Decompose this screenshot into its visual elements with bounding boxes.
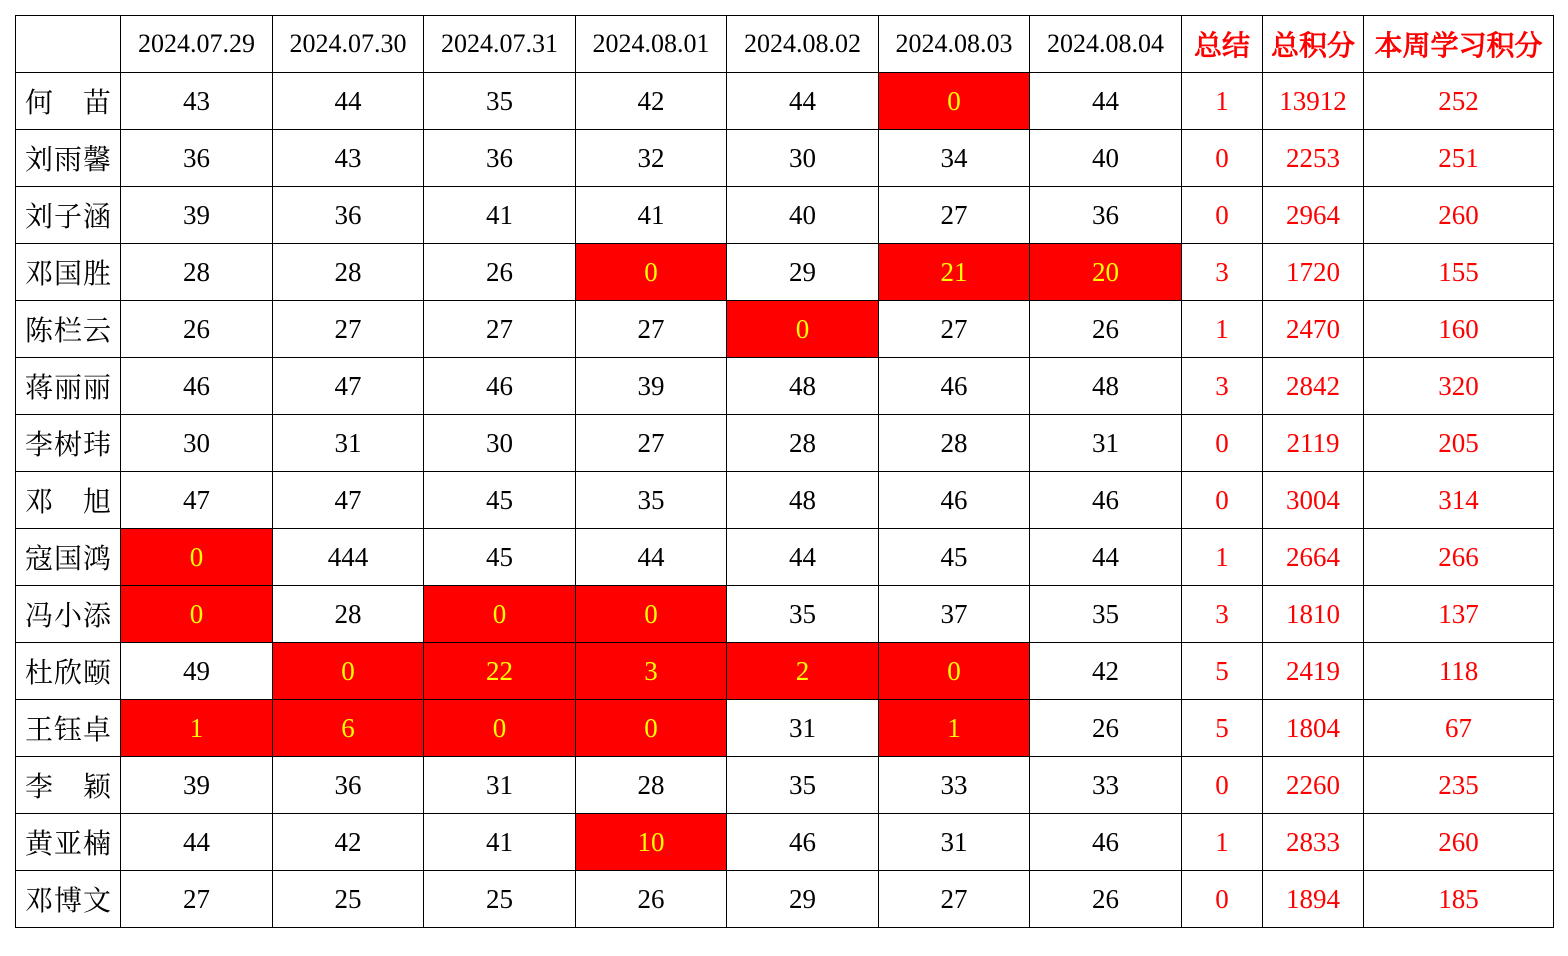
date-header[interactable]: 2024.08.01	[576, 16, 727, 73]
student-name[interactable]: 何苗	[16, 73, 121, 130]
score-cell[interactable]: 35	[727, 586, 879, 643]
total-points-cell[interactable]: 2119	[1263, 415, 1364, 472]
student-name[interactable]: 蒋丽丽	[16, 358, 121, 415]
student-name[interactable]: 邓国胜	[16, 244, 121, 301]
summary-header[interactable]: 本周学习积分	[1364, 16, 1554, 73]
score-cell[interactable]: 10	[576, 814, 727, 871]
score-cell[interactable]: 28	[576, 757, 727, 814]
week-points-cell[interactable]: 118	[1364, 643, 1554, 700]
score-cell[interactable]: 33	[879, 757, 1030, 814]
table-row	[16, 757, 1554, 814]
score-cell[interactable]: 0	[273, 643, 424, 700]
week-points-cell[interactable]: 205	[1364, 415, 1554, 472]
date-header[interactable]: 2024.08.04	[1030, 16, 1182, 73]
score-cell[interactable]: 444	[273, 529, 424, 586]
score-cell[interactable]: 42	[1030, 643, 1182, 700]
score-cell[interactable]: 35	[576, 472, 727, 529]
week-points-cell[interactable]: 235	[1364, 757, 1554, 814]
score-cell[interactable]: 48	[727, 472, 879, 529]
score-cell[interactable]: 31	[424, 757, 576, 814]
score-cell[interactable]: 22	[424, 643, 576, 700]
score-cell[interactable]: 25	[424, 871, 576, 928]
student-name[interactable]: 邓博文	[16, 871, 121, 928]
score-cell[interactable]: 40	[727, 187, 879, 244]
score-cell[interactable]: 0	[121, 586, 273, 643]
score-cell[interactable]: 41	[576, 187, 727, 244]
student-name[interactable]: 王钰卓	[16, 700, 121, 757]
score-cell[interactable]: 30	[424, 415, 576, 472]
score-cell[interactable]: 20	[1030, 244, 1182, 301]
table-row	[16, 529, 1554, 586]
student-name[interactable]: 邓旭	[16, 472, 121, 529]
score-cell[interactable]: 26	[424, 244, 576, 301]
summary-cell[interactable]: 0	[1182, 871, 1263, 928]
student-name[interactable]: 刘子涵	[16, 187, 121, 244]
summary-header[interactable]: 总结	[1182, 16, 1263, 73]
score-cell[interactable]: 28	[879, 415, 1030, 472]
total-points-cell[interactable]: 2664	[1263, 529, 1364, 586]
score-cell[interactable]: 28	[273, 244, 424, 301]
score-cell[interactable]: 44	[273, 73, 424, 130]
week-points-cell[interactable]: 185	[1364, 871, 1554, 928]
score-cell[interactable]: 39	[121, 187, 273, 244]
score-cell[interactable]: 44	[121, 814, 273, 871]
table-row	[16, 415, 1554, 472]
score-cell[interactable]: 36	[1030, 187, 1182, 244]
total-points-cell[interactable]: 2833	[1263, 814, 1364, 871]
score-cell[interactable]: 28	[273, 586, 424, 643]
table-row	[16, 73, 1554, 130]
summary-cell[interactable]: 5	[1182, 700, 1263, 757]
total-points-cell[interactable]: 2419	[1263, 643, 1364, 700]
score-cell[interactable]: 46	[727, 814, 879, 871]
table-row	[16, 358, 1554, 415]
summary-cell[interactable]: 0	[1182, 187, 1263, 244]
score-cell[interactable]: 21	[879, 244, 1030, 301]
score-cell[interactable]: 46	[121, 358, 273, 415]
score-cell[interactable]: 0	[879, 73, 1030, 130]
student-name[interactable]: 冯小添	[16, 586, 121, 643]
score-cell[interactable]: 40	[1030, 130, 1182, 187]
score-cell[interactable]: 30	[727, 130, 879, 187]
date-header[interactable]: 2024.07.31	[424, 16, 576, 73]
score-cell[interactable]: 32	[576, 130, 727, 187]
score-cell[interactable]: 26	[121, 301, 273, 358]
table-row	[16, 130, 1554, 187]
score-cell[interactable]: 0	[879, 643, 1030, 700]
date-header[interactable]: 2024.08.02	[727, 16, 879, 73]
summary-cell[interactable]: 0	[1182, 130, 1263, 187]
summary-cell[interactable]: 0	[1182, 757, 1263, 814]
summary-cell[interactable]: 1	[1182, 301, 1263, 358]
score-cell[interactable]: 31	[879, 814, 1030, 871]
student-name[interactable]: 李颖	[16, 757, 121, 814]
score-cell[interactable]: 41	[424, 187, 576, 244]
score-cell[interactable]: 2	[727, 643, 879, 700]
score-cell[interactable]: 44	[576, 529, 727, 586]
score-cell[interactable]: 46	[1030, 472, 1182, 529]
total-points-cell[interactable]: 1720	[1263, 244, 1364, 301]
score-cell[interactable]: 29	[727, 244, 879, 301]
score-cell[interactable]: 0	[424, 700, 576, 757]
score-cell[interactable]: 36	[273, 187, 424, 244]
score-cell[interactable]: 27	[576, 415, 727, 472]
table-row	[16, 643, 1554, 700]
summary-cell[interactable]: 1	[1182, 529, 1263, 586]
total-points-cell[interactable]: 2253	[1263, 130, 1364, 187]
week-points-cell[interactable]: 160	[1364, 301, 1554, 358]
date-header[interactable]: 2024.08.03	[879, 16, 1030, 73]
summary-cell[interactable]: 0	[1182, 415, 1263, 472]
summary-cell[interactable]: 0	[1182, 472, 1263, 529]
week-points-cell[interactable]: 314	[1364, 472, 1554, 529]
score-cell[interactable]: 27	[273, 301, 424, 358]
score-cell[interactable]: 0	[727, 301, 879, 358]
header-row	[16, 16, 1554, 73]
score-cell[interactable]: 45	[424, 529, 576, 586]
score-cell[interactable]: 0	[121, 529, 273, 586]
score-cell[interactable]: 26	[1030, 301, 1182, 358]
student-name[interactable]: 陈栏云	[16, 301, 121, 358]
total-points-cell[interactable]: 2964	[1263, 187, 1364, 244]
corner-cell[interactable]	[16, 16, 121, 73]
total-points-cell[interactable]: 3004	[1263, 472, 1364, 529]
score-cell[interactable]: 48	[727, 358, 879, 415]
score-cell[interactable]: 34	[879, 130, 1030, 187]
score-cell[interactable]: 35	[727, 757, 879, 814]
score-cell[interactable]: 33	[1030, 757, 1182, 814]
score-cell[interactable]: 42	[273, 814, 424, 871]
table-row	[16, 814, 1554, 871]
score-cell[interactable]: 45	[424, 472, 576, 529]
score-cell[interactable]: 27	[879, 871, 1030, 928]
score-cell[interactable]: 48	[1030, 358, 1182, 415]
summary-cell[interactable]: 3	[1182, 244, 1263, 301]
summary-cell[interactable]: 3	[1182, 586, 1263, 643]
score-cell[interactable]: 47	[273, 472, 424, 529]
week-points-cell[interactable]: 320	[1364, 358, 1554, 415]
student-name[interactable]: 杜欣颐	[16, 643, 121, 700]
score-cell[interactable]: 26	[1030, 700, 1182, 757]
score-cell[interactable]: 0	[424, 586, 576, 643]
score-cell[interactable]: 44	[727, 529, 879, 586]
score-cell[interactable]: 26	[1030, 871, 1182, 928]
summary-header[interactable]: 总积分	[1263, 16, 1364, 73]
score-cell[interactable]: 31	[1030, 415, 1182, 472]
score-cell[interactable]: 47	[121, 472, 273, 529]
score-cell[interactable]: 44	[1030, 529, 1182, 586]
score-cell[interactable]: 44	[1030, 73, 1182, 130]
score-cell[interactable]: 28	[727, 415, 879, 472]
week-points-cell[interactable]: 67	[1364, 700, 1554, 757]
score-cell[interactable]: 43	[273, 130, 424, 187]
score-cell[interactable]: 42	[576, 73, 727, 130]
score-cell[interactable]: 27	[879, 301, 1030, 358]
score-cell[interactable]: 35	[424, 73, 576, 130]
score-cell[interactable]: 27	[121, 871, 273, 928]
score-cell[interactable]: 31	[727, 700, 879, 757]
student-name[interactable]: 黄亚楠	[16, 814, 121, 871]
score-cell[interactable]: 39	[576, 358, 727, 415]
score-cell[interactable]: 27	[424, 301, 576, 358]
week-points-cell[interactable]: 137	[1364, 586, 1554, 643]
score-cell[interactable]: 1	[121, 700, 273, 757]
score-cell[interactable]: 41	[424, 814, 576, 871]
score-cell[interactable]: 36	[121, 130, 273, 187]
total-points-cell[interactable]: 1894	[1263, 871, 1364, 928]
score-cell[interactable]: 25	[273, 871, 424, 928]
score-cell[interactable]: 49	[121, 643, 273, 700]
total-points-cell[interactable]: 2842	[1263, 358, 1364, 415]
score-cell[interactable]: 27	[576, 301, 727, 358]
total-points-cell[interactable]: 2260	[1263, 757, 1364, 814]
score-cell[interactable]: 35	[1030, 586, 1182, 643]
table-row	[16, 187, 1554, 244]
score-cell[interactable]: 29	[727, 871, 879, 928]
table-row	[16, 472, 1554, 529]
score-cell[interactable]: 39	[121, 757, 273, 814]
score-cell[interactable]: 46	[1030, 814, 1182, 871]
student-name[interactable]: 李树玮	[16, 415, 121, 472]
total-points-cell[interactable]: 1810	[1263, 586, 1364, 643]
spreadsheet	[15, 15, 1554, 928]
week-points-cell[interactable]: 266	[1364, 529, 1554, 586]
score-cell[interactable]: 6	[273, 700, 424, 757]
total-points-cell[interactable]: 2470	[1263, 301, 1364, 358]
date-header[interactable]: 2024.07.29	[121, 16, 273, 73]
score-cell[interactable]: 0	[576, 244, 727, 301]
score-cell[interactable]: 46	[879, 358, 1030, 415]
score-cell[interactable]: 36	[424, 130, 576, 187]
week-points-cell[interactable]: 260	[1364, 187, 1554, 244]
score-cell[interactable]: 44	[727, 73, 879, 130]
table-row	[16, 586, 1554, 643]
table-row	[16, 700, 1554, 757]
student-name[interactable]: 寇国鸿	[16, 529, 121, 586]
score-cell[interactable]: 36	[273, 757, 424, 814]
score-cell[interactable]: 28	[121, 244, 273, 301]
score-table	[15, 15, 1554, 928]
score-cell[interactable]: 46	[879, 472, 1030, 529]
score-cell[interactable]: 45	[879, 529, 1030, 586]
total-points-cell[interactable]: 1804	[1263, 700, 1364, 757]
score-cell[interactable]: 27	[879, 187, 1030, 244]
score-cell[interactable]: 47	[273, 358, 424, 415]
score-cell[interactable]: 43	[121, 73, 273, 130]
week-points-cell[interactable]: 251	[1364, 130, 1554, 187]
score-cell[interactable]: 26	[576, 871, 727, 928]
table-row	[16, 301, 1554, 358]
week-points-cell[interactable]: 155	[1364, 244, 1554, 301]
week-points-cell[interactable]: 260	[1364, 814, 1554, 871]
student-name[interactable]: 刘雨馨	[16, 130, 121, 187]
summary-cell[interactable]: 1	[1182, 73, 1263, 130]
score-cell[interactable]: 37	[879, 586, 1030, 643]
table-row	[16, 871, 1554, 928]
score-cell[interactable]: 0	[576, 700, 727, 757]
score-cell[interactable]: 31	[273, 415, 424, 472]
score-cell[interactable]: 46	[424, 358, 576, 415]
table-row	[16, 244, 1554, 301]
score-cell[interactable]: 1	[879, 700, 1030, 757]
summary-cell[interactable]: 5	[1182, 643, 1263, 700]
score-cell[interactable]: 0	[576, 586, 727, 643]
summary-cell[interactable]: 1	[1182, 814, 1263, 871]
week-points-cell[interactable]: 252	[1364, 73, 1554, 130]
total-points-cell[interactable]: 13912	[1263, 73, 1364, 130]
summary-cell[interactable]: 3	[1182, 358, 1263, 415]
score-cell[interactable]: 30	[121, 415, 273, 472]
date-header[interactable]: 2024.07.30	[273, 16, 424, 73]
score-cell[interactable]: 3	[576, 643, 727, 700]
